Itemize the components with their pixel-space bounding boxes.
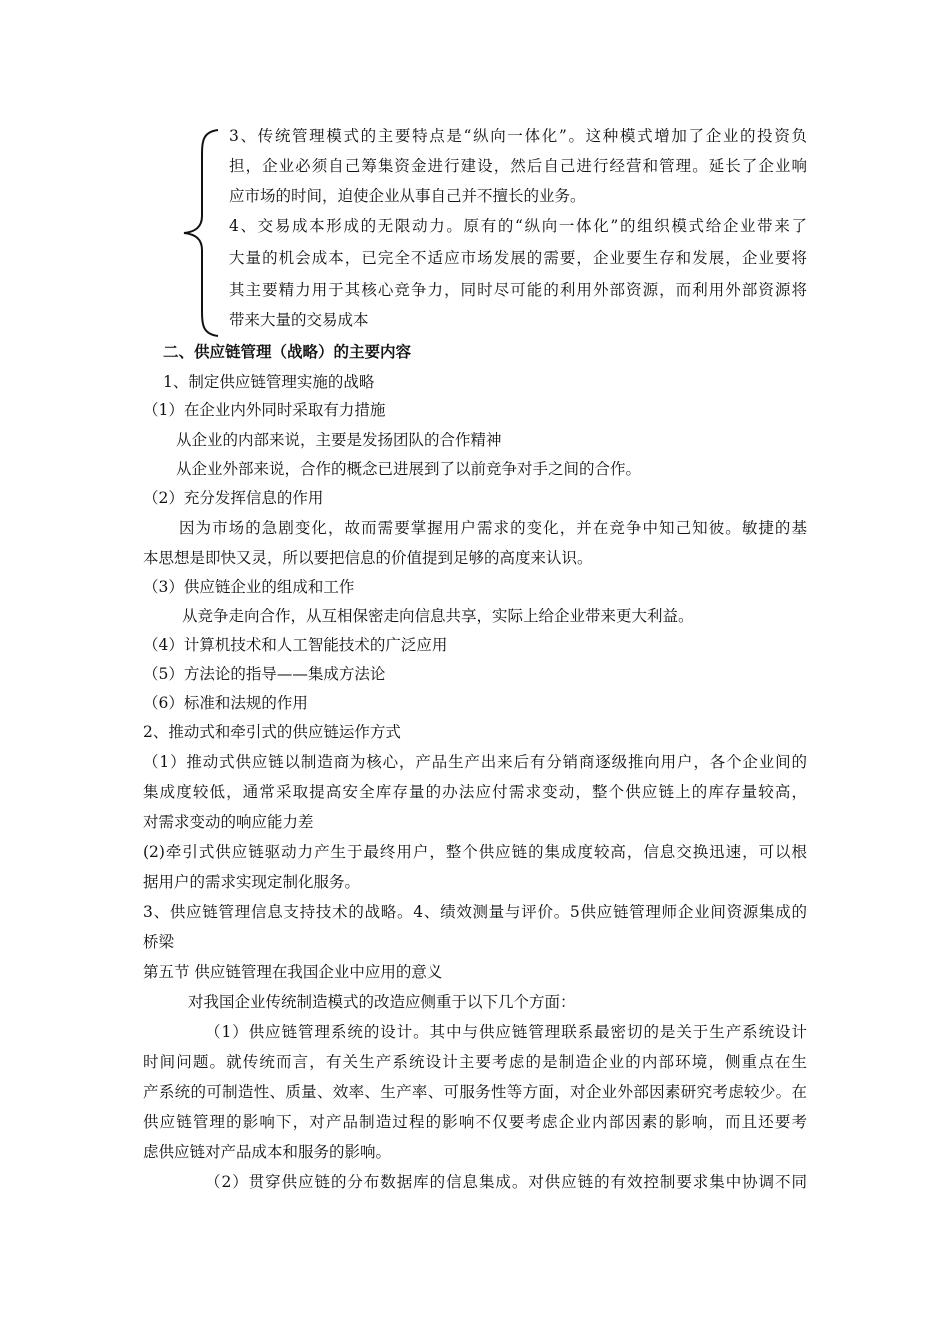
body-line: 从竞争走向合作，从互相保密走向信息共享，实际上给企业带来更大利益。 — [182, 607, 694, 625]
item4-line: 大量的机会成本，已完全不适应市场发展的需要，企业要生存和发展，企业要将 — [229, 249, 807, 267]
point-title: （5）方法论的指导——集成方法论 — [143, 665, 386, 683]
item4-line: 4、交易成本形成的无限动力。原有的“纵向一体化”的组织模式给企业带来了 — [229, 217, 807, 235]
body-line: 本思想是即快又灵，所以要把信息的价值提到足够的高度来认识。 — [143, 549, 593, 567]
body-line: 从企业外部来说，合作的概念已进展到了以前竞争对手之间的合作。 — [176, 460, 642, 478]
subsection-title: 1、制定供应链管理实施的战略 — [163, 373, 375, 391]
body-line: 对我国企业传统制造模式的改造应侧重于以下几个方面： — [188, 993, 576, 1011]
curly-brace-icon — [180, 128, 224, 338]
item3-line: 3、传统管理模式的主要特点是“纵向一体化”。这种模式增加了企业的投资负 — [229, 127, 807, 145]
point-title: （4）计算机技术和人工智能技术的广泛应用 — [143, 636, 448, 654]
item4-line: 带来大量的交易成本 — [229, 311, 369, 329]
body-line: 时间问题。就传统而言，有关生产系统设计主要考虑的是制造企业的内部环境，侧重点在生 — [143, 1053, 807, 1071]
body-line: 因为市场的急剧变化，故而需要掌握用户需求的变化，并在竞争中知己知彼。敏捷的基 — [179, 519, 807, 537]
point-title: （6）标准和法规的作用 — [143, 694, 308, 712]
body-line: 集成度较低，通常采取提高安全库存量的办法应付需求变动，整个供应链上的库存量较高， — [143, 783, 807, 801]
body-line: （1）推动式供应链以制造商为核心，产品生产出来后有分销商逐级推向用户，各个企业间的 — [143, 753, 807, 771]
body-line: 3、供应链管理信息支持技术的战略。4、绩效测量与评价。5供应链管理师企业间资源集成的 — [143, 903, 807, 921]
body-line: 据用户的需求实现定制化服务。 — [143, 873, 361, 891]
body-line: （1）供应链管理系统的设计。其中与供应链管理联系最密切的是关于生产系统设计 — [205, 1023, 807, 1041]
body-line: 桥梁 — [143, 933, 175, 951]
body-line: 从企业的内部来说，主要是发扬团队的合作精神 — [176, 431, 502, 449]
body-line: 产系统的可制造性、质量、效率、生产率、可服务性等方面，对企业外部因素研究考虑较少。在 — [143, 1083, 807, 1101]
body-line: 虑供应链对产品成本和服务的影响。 — [143, 1143, 392, 1161]
point-title: （1）在企业内外同时采取有力措施 — [143, 401, 386, 419]
body-line: 对需求变动的响应能力差 — [143, 813, 314, 831]
section-title: 第五节 供应链管理在我国企业中应用的意义 — [143, 963, 443, 981]
point-title: （3）供应链企业的组成和工作 — [143, 578, 355, 596]
item4-line: 其主要精力用于其核心竞争力，同时尽可能的利用外部资源，而利用外部资源将 — [229, 281, 807, 299]
body-line: (2)牵引式供应链驱动力产生于最终用户，整个供应链的集成度较高，信息交换迅速，可以根 — [143, 843, 807, 861]
section-heading: 二、供应链管理（战略）的主要内容 — [163, 342, 412, 361]
body-line: （2）贯穿供应链的分布数据库的信息集成。对供应链的有效控制要求集中协调不同 — [205, 1173, 807, 1191]
point-title: （2）充分发挥信息的作用 — [143, 489, 324, 507]
body-line: 供应链管理的影响下，对产品制造过程的影响不仅要考虑企业内部因素的影响，而且还要考 — [143, 1113, 807, 1131]
subsection-title: 2、推动式和牵引式的供应链运作方式 — [143, 723, 401, 741]
item3-line: 担，企业必须自己筹集资金进行建设，然后自己进行经营和管理。延长了企业响 — [229, 157, 807, 175]
item3-line: 应市场的时间，迫使企业从事自己并不擅长的业务。 — [229, 187, 586, 205]
